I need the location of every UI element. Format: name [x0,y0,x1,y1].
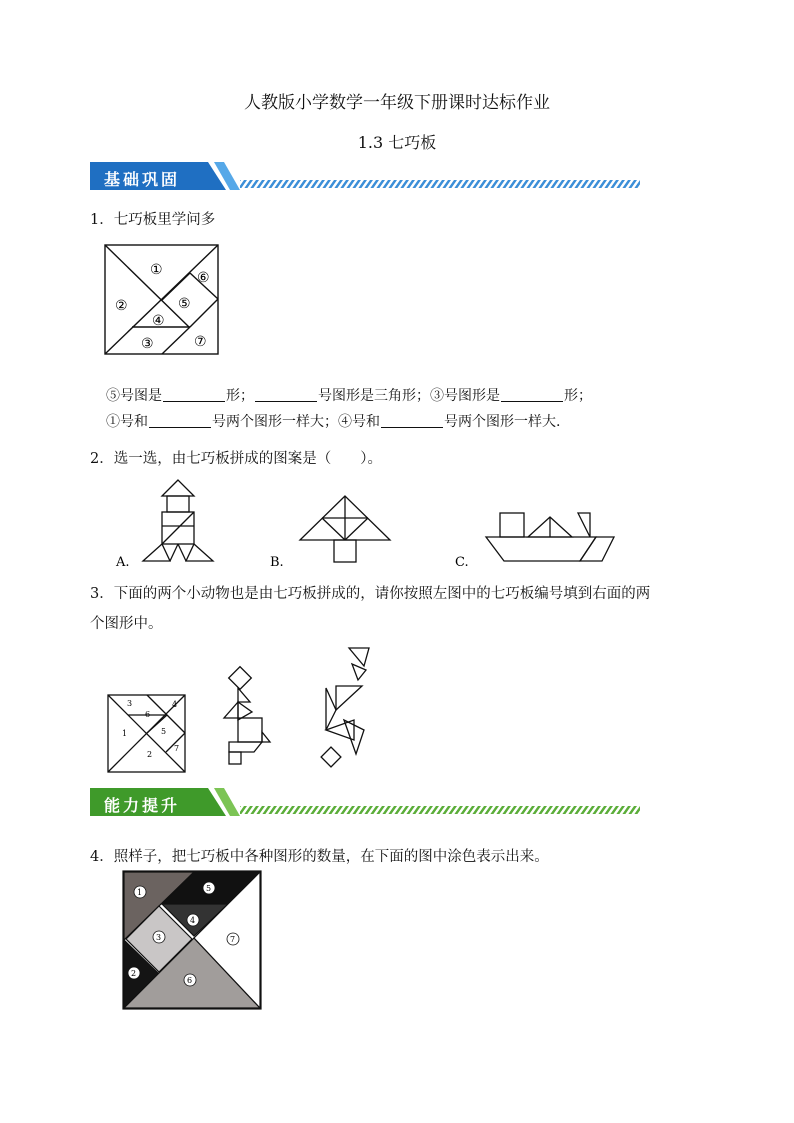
q1-blank-5[interactable] [381,413,443,428]
q4-label-7: 7 [230,935,236,944]
q1-label-5: ⑤ [178,296,191,312]
q1-blank-3[interactable] [501,387,563,402]
q3-stem-line-2: 个图形中。 [90,616,163,632]
q1-label-7: ⑦ [194,334,207,350]
q4-label-3: 3 [156,933,162,942]
q2-option-a[interactable]: A. [116,555,130,570]
page-title: 人教版小学数学一年级下册课时达标作业 [244,93,550,113]
q4-label-5: 5 [206,884,212,893]
q2-option-b[interactable]: B. [270,555,284,570]
q3-label-6: 6 [145,710,151,719]
q1-label-2: ② [115,298,128,314]
q2-stem: 2．选一选，由七巧板拼成的图案是（ ）。 [90,451,382,467]
q1-label-1: ① [150,262,163,278]
q3-figures [104,640,384,775]
q1-blank-1[interactable] [163,387,225,402]
q1-tangram [104,244,220,356]
q4-stem: 4．照样子，把七巧板中各种图形的数量，在下面的图中涂色表示出来。 [90,849,549,865]
q3-label-3: 3 [127,699,133,708]
q1-line-2: ①号和 号两个图形一样大；④号和 号两个图形一样大. [106,414,561,430]
q4-label-2: 2 [131,969,137,978]
q2-option-c[interactable]: C. [455,555,469,570]
section-title-advanced: 能力提升 [104,796,181,815]
section-banner-advanced [90,786,642,818]
q4-label-6: 6 [187,976,193,985]
q3-label-7: 7 [174,744,180,753]
page-subtitle: 1.3 七巧板 [357,133,437,152]
section-banner-basic [90,160,642,192]
q1-blank-2[interactable] [255,387,317,402]
q1-label-4: ④ [152,313,165,329]
q2-figures [110,476,630,576]
q4-label-4: 4 [190,916,196,925]
q1-label-6: ⑥ [197,270,210,286]
q3-label-4: 4 [172,700,178,709]
section-title-basic: 基础巩固 [104,170,181,189]
q3-label-1: 1 [122,729,128,738]
q3-label-2: 2 [147,750,153,759]
q4-label-1: 1 [137,888,143,897]
q1-label-3: ③ [141,336,154,352]
q1-line-1: ⑤号图是 形； 号图形是三角形；③号图形是 形； [106,388,592,404]
q3-label-5: 5 [161,727,167,736]
q3-stem-line-1: 3．下面的两个小动物也是由七巧板拼成的，请你按照左图中的七巧板编号填到右面的两 [90,586,651,602]
q1-stem: 1．七巧板里学问多 [90,212,216,228]
q4-tangram [122,870,264,1010]
q1-blank-4[interactable] [149,413,211,428]
